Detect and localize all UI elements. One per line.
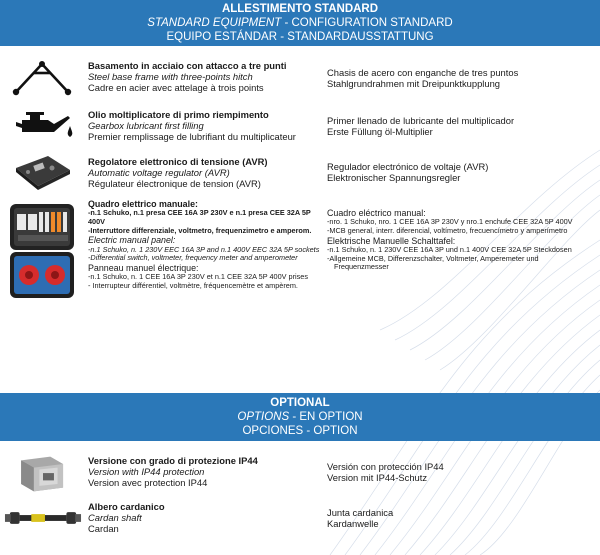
item-title-it: Olio moltiplicatore di primo riempimento — [88, 109, 269, 120]
panel-en-line1: -n.1 Schuko, n. 1 230V EEC 16A 3P and n.1 400V EEC 32A 5P sockets — [88, 244, 320, 254]
item-text-en: Cardan shaft — [88, 512, 142, 524]
standard-equipment-header — [0, 0, 600, 46]
panel-title-en: Electric manual panel: — [88, 235, 176, 246]
item-title-it: Basamento in acciaio con attacco a tre punti — [88, 60, 287, 71]
standard-subtitle: STANDARD EQUIPMENT - CONFIGURATION STANDARD — [147, 17, 453, 29]
item-text-en: Steel base frame with three-points hitch — [88, 71, 253, 83]
item-text-es: Junta cardanica — [327, 507, 394, 518]
panel-de-line1: -n.1 Schuko, n. 1 230V CEE 16A 3P und n.1 400V CEE 32A 5P Steckdosen — [327, 245, 572, 254]
panel-de-line2: -Allgemeine MCB, Differenzschalter, Voltmeter, Amperemeter und — [327, 253, 539, 263]
panel-de-line3: Frequenzmesser — [334, 262, 389, 272]
standard-subtitle-es-de: EQUIPO ESTÁNDAR - STANDARDAUSSTATTUNG — [166, 31, 434, 43]
options-header — [0, 393, 600, 441]
panel-title-de: Elektrische Manuelle Schalttafel: — [327, 235, 456, 246]
item-text-fr: Version avec protection IP44 — [88, 477, 208, 489]
item-text-es: Versión con protección IP44 — [327, 461, 444, 472]
options-subtitle: OPTIONS - EN OPTION — [237, 411, 363, 423]
tripod-hitch-icon — [8, 58, 76, 98]
item-text-de: Elektronischer Spannungsregler — [327, 172, 461, 184]
panel-title-fr: Panneau manuel électrique: — [88, 262, 199, 273]
panel-title-it: Quadro elettrico manuale: — [88, 199, 198, 209]
item-text-fr: Régulateur électronique de tension (AVR) — [88, 178, 261, 190]
panel-fr-line2: - Interrupteur différentiel, voltmètre, fréquencemètre et ampèrem. — [88, 280, 298, 290]
cardan-shaft-icon — [4, 503, 82, 533]
electric-panel-icon — [8, 200, 76, 300]
item-text-fr: Premier remplissage de lubrifiant du multiplicateur — [88, 131, 296, 143]
panel-fr-line1: -n.1 Schuko, n. 1 CEE 16A 3P 230V et n.1 CEE 32A 5P 400V prises — [88, 272, 308, 282]
item-text-es: Regulador electrónico de voltaje (AVR) — [327, 161, 489, 172]
panel-es-line1: -nro. 1 Schuko, nro. 1 CEE 16A 3P 230V y nro.1 enchufe CEE 32A 5P 400V — [327, 217, 573, 227]
item-text-en: Version with IP44 protection — [88, 466, 205, 478]
panel-title-es: Cuadro eléctrico manual: — [327, 208, 426, 218]
options-title: OPTIONAL — [270, 397, 330, 409]
item-text-de: Version mit IP44-Schutz — [327, 472, 428, 484]
item-text-en: Gearbox lubricant first filling — [88, 120, 204, 132]
oil-can-icon — [8, 106, 76, 146]
avr-board-icon — [8, 150, 76, 194]
panel-it-line2: -Interruttore differenziale, voltmetro, frequenzimetro e amperom. — [88, 225, 312, 235]
panel-it-line1: -n.1 Schuko, n.1 presa CEE 16A 3P 230V e n.1 presa CEE 32A 5P 400V — [88, 208, 311, 226]
item-text-fr: Cardan — [88, 523, 119, 535]
panel-es-line2: -MCB general, interr. diferencial, voltímetro, frecuencímetro y amperímetro — [327, 226, 568, 235]
item-text-de: Stahlgrundrahmen mit Dreipunktkupplung — [327, 78, 501, 90]
ip44-cover-icon — [12, 451, 74, 497]
standard-title: ALLESTIMENTO STANDARD — [221, 3, 379, 15]
panel-en-line2: -Differential switch, voltmeter, frequency meter and amperometer — [88, 253, 298, 263]
item-title-it: Versione con grado di protezione IP44 — [88, 455, 258, 466]
item-text-de: Erste Füllung öl-Multiplier — [327, 126, 433, 138]
item-title-it: Regolatore elettronico di tensione (AVR) — [88, 156, 268, 167]
options-subtitle-es-de: OPCIONES - OPTION — [242, 425, 358, 437]
item-text-de: Kardanwelle — [327, 518, 379, 530]
item-title-it: Albero cardanico — [88, 501, 165, 512]
item-text-en: Automatic voltage regulator (AVR) — [88, 167, 230, 179]
item-text-es: Chasis de acero con enganche de tres puntos — [327, 67, 519, 78]
item-text-fr: Cadre en acier avec attelage à trois points — [88, 82, 264, 94]
item-text-es: Primer llenado de lubricante del multiplicador — [327, 115, 515, 126]
